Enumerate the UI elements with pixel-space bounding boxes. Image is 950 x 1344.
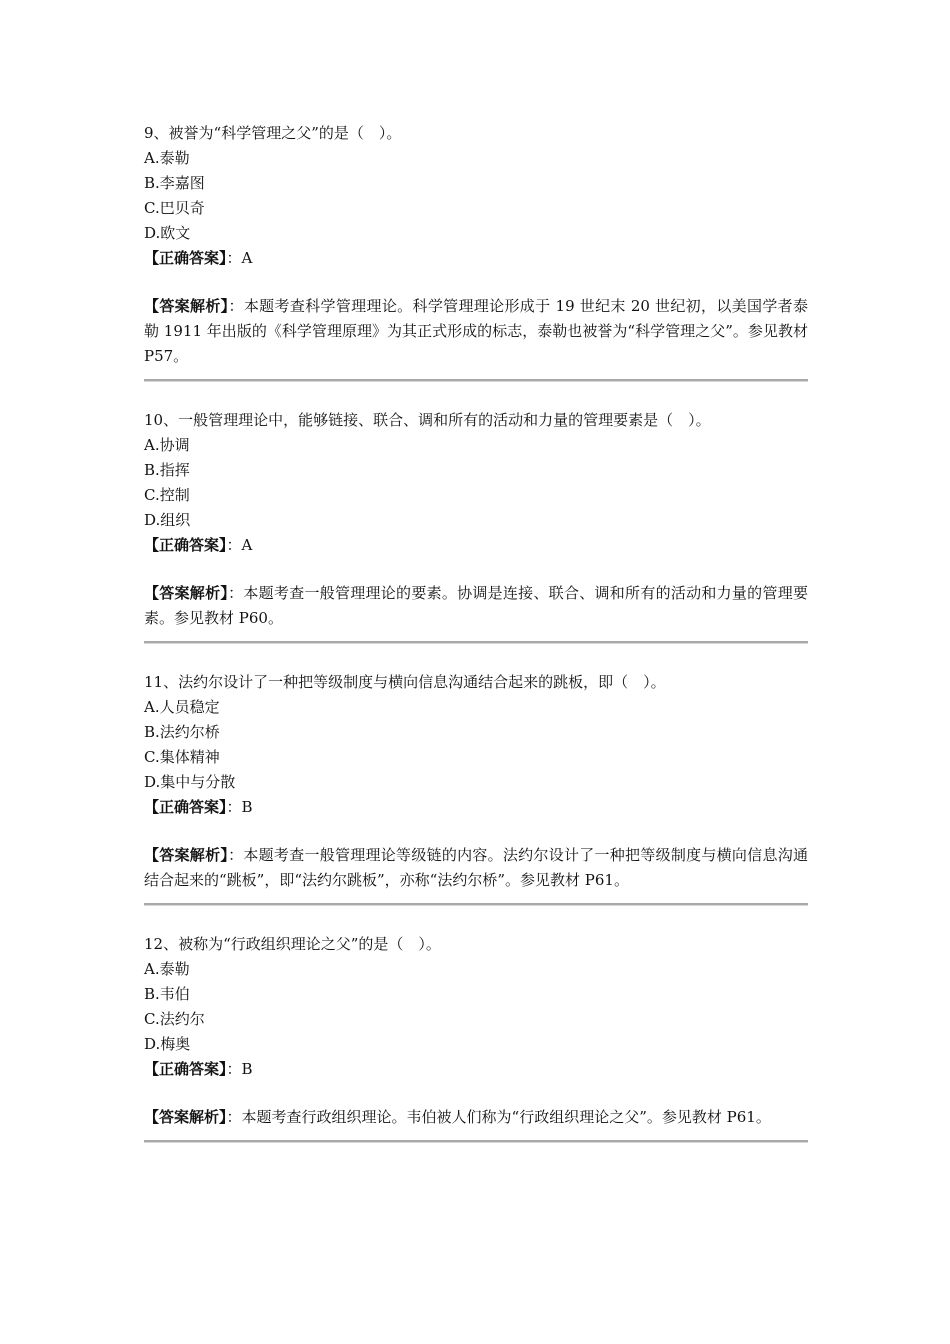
explanation-label: 【答案解析】 [144, 846, 229, 864]
correct-answer-separator: ： [226, 536, 242, 554]
option-b: B.李嘉图 [144, 174, 205, 192]
question-10 [144, 408, 808, 644]
option-d: D.组织 [144, 511, 191, 529]
explanation-text: 本题考查一般管理理论的要素。协调是连接、联合、调和所有的活动和力量的管理要素。参见教材 P60。 [144, 584, 808, 627]
correct-answer [144, 533, 808, 558]
correct-answer-separator: ： [226, 798, 242, 816]
explanation-text: 本题考查行政组织理论。韦伯被人们称为“行政组织理论之父”。参见教材 P61。 [241, 1108, 771, 1126]
option-a: A.泰勒 [144, 149, 190, 167]
question-stem: 11、法约尔设计了一种把等级制度与横向信息沟通结合起来的跳板，即（ ）。 [144, 673, 666, 691]
question-11 [144, 670, 808, 906]
option-b: B.指挥 [144, 461, 190, 479]
explanation-separator: ： [226, 1108, 242, 1126]
correct-answer-value: B [241, 1060, 253, 1078]
correct-answer-label: 【正确答案】 [144, 536, 227, 554]
option-c: C.控制 [144, 486, 190, 504]
correct-answer [144, 246, 808, 271]
explanation-label: 【答案解析】 [144, 584, 229, 602]
option-c: C.法约尔 [144, 1010, 205, 1028]
question-stem: 9、被誉为“科学管理之父”的是（ ）。 [144, 124, 402, 142]
option-d: D.欧文 [144, 224, 191, 242]
explanation-label: 【答案解析】 [144, 297, 229, 315]
explanation-separator: ： [228, 846, 244, 864]
correct-answer-value: A [241, 536, 253, 554]
option-c: C.集体精神 [144, 748, 220, 766]
option-b: B.法约尔桥 [144, 723, 220, 741]
correct-answer [144, 795, 808, 820]
explanation-separator: ： [228, 297, 244, 315]
correct-answer-label: 【正确答案】 [144, 249, 227, 267]
correct-answer [144, 1057, 808, 1082]
answer-explanation [144, 843, 808, 893]
answer-explanation [144, 294, 808, 369]
option-a: A.泰勒 [144, 960, 190, 978]
question-stem: 10、一般管理理论中，能够链接、联合、调和所有的活动和力量的管理要素是（ ）。 [144, 411, 711, 429]
correct-answer-separator: ： [226, 249, 242, 267]
divider [144, 903, 808, 906]
answer-explanation [144, 581, 808, 631]
option-d: D.集中与分散 [144, 773, 236, 791]
option-d: D.梅奥 [144, 1035, 191, 1053]
explanation-text: 本题考查科学管理理论。科学管理理论形成于 19 世纪末 20 世纪初，以美国学者泰勒 1911 年出版的《科学管理原理》为其正式形成的标志，泰勒也被誉为“科学管理之父”。参见教材 P57。 [144, 297, 808, 365]
question-list [144, 121, 808, 1169]
option-a: A.协调 [144, 436, 190, 454]
question-stem: 12、被称为“行政组织理论之父”的是（ ）。 [144, 935, 441, 953]
correct-answer-label: 【正确答案】 [144, 1060, 227, 1078]
option-b: B.韦伯 [144, 985, 190, 1003]
explanation-separator: ： [228, 584, 244, 602]
question-12 [144, 932, 808, 1143]
correct-answer-label: 【正确答案】 [144, 798, 227, 816]
question-9 [144, 121, 808, 382]
divider [144, 379, 808, 382]
option-c: C.巴贝奇 [144, 199, 205, 217]
explanation-text: 本题考查一般管理理论等级链的内容。法约尔设计了一种把等级制度与横向信息沟通结合起来的“跳板”，即“法约尔跳板”，亦称“法约尔桥”。参见教材 P61。 [144, 846, 808, 889]
correct-answer-separator: ： [226, 1060, 242, 1078]
answer-explanation [144, 1105, 808, 1130]
divider [144, 1140, 808, 1143]
correct-answer-value: B [241, 798, 253, 816]
divider [144, 641, 808, 644]
correct-answer-value: A [241, 249, 253, 267]
explanation-label: 【答案解析】 [144, 1108, 227, 1126]
option-a: A.人员稳定 [144, 698, 220, 716]
